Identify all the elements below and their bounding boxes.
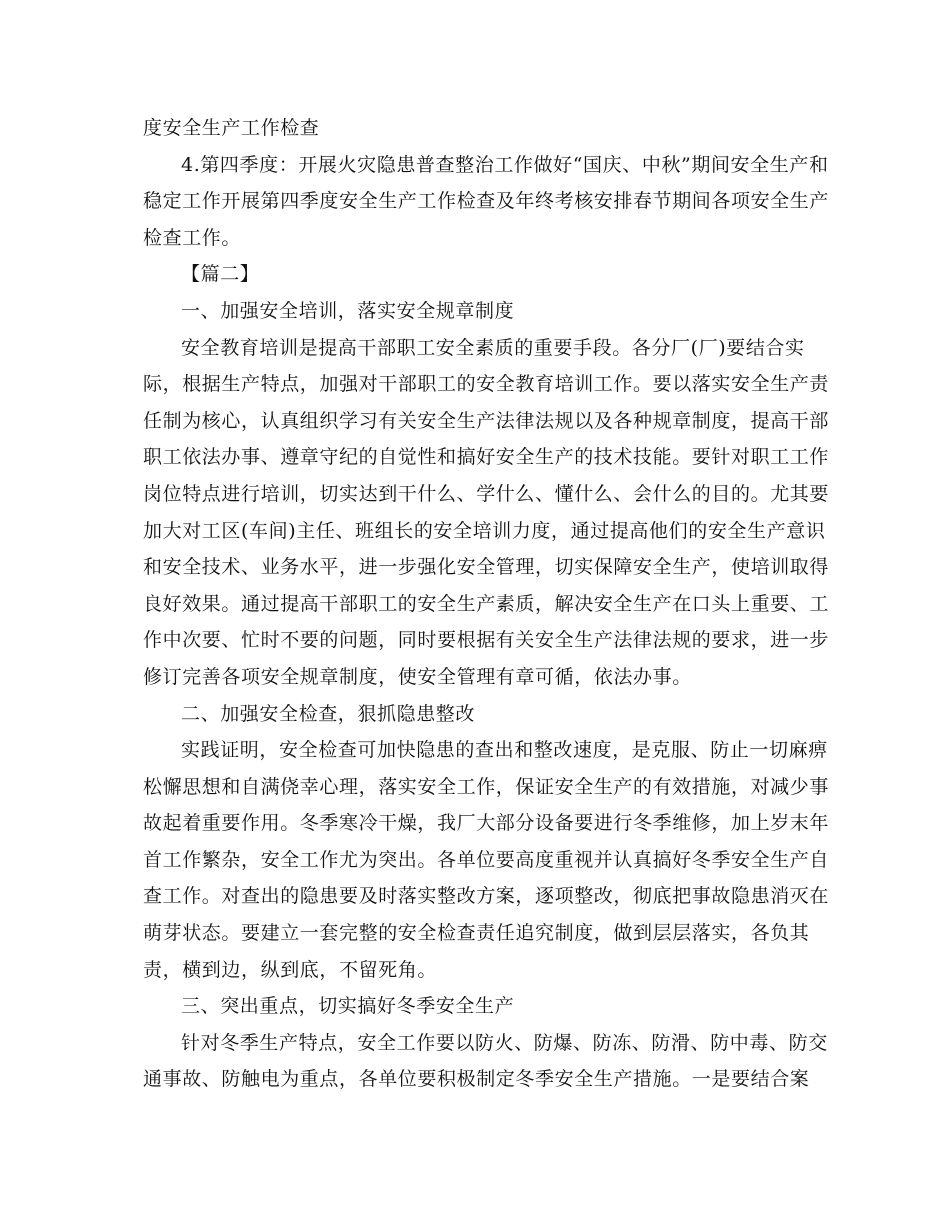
text-line: 查工作。对查出的隐患要及时落实整改方案，逐项整改，彻底把事故隐患消灭在 xyxy=(143,885,830,908)
text-line: 职工依法办事、遵章守纪的自觉性和搞好安全生产的技术技能。要针对职工工作 xyxy=(143,446,830,469)
text-line: 一、加强安全培训，落实安全规章制度 xyxy=(181,299,515,322)
text-line: 任制为核心，认真组织学习有关安全生产法律法规以及各种规章制度，提高干部 xyxy=(143,409,830,432)
text-line: 实践证明，安全检查可加快隐患的查出和整改速度，是克服、防止一切麻痹 xyxy=(181,739,828,762)
text-line: 三、突出重点，切实搞好冬季安全生产 xyxy=(181,995,515,1018)
text-line: 【篇二】 xyxy=(181,263,260,286)
text-line: 萌芽状态。要建立一套完整的安全检查责任追究制度，做到层层落实，各负其 xyxy=(143,922,810,945)
text-line: 稳定工作开展第四季度安全生产工作检查及年终考核安排春节期间各项安全生产 xyxy=(143,190,830,213)
text-line: 故起着重要作用。冬季寒冷干燥，我厂大部分设备要进行冬季维修，加上岁末年 xyxy=(143,812,830,835)
text-line: 4.第四季度：开展火灾隐患普查整治工作做好“国庆、中秋”期间安全生产和 xyxy=(181,153,829,176)
text-line: 岗位特点进行培训，切实达到干什么、学什么、懂什么、会什么的目的。尤其要 xyxy=(143,482,830,505)
text-line: 际，根据生产特点，加强对干部职工的安全教育培训工作。要以落实安全生产责 xyxy=(143,373,830,396)
document-body xyxy=(143,110,830,1098)
text-line: 修订完善各项安全规章制度，使安全管理有章可循，依法办事。 xyxy=(143,665,692,688)
text-line: 首工作繁杂，安全工作尤为突出。各单位要高度重视并认真搞好冬季安全生产自 xyxy=(143,848,830,871)
text-line: 作中次要、忙时不要的问题，同时要根据有关安全生产法律法规的要求，进一步 xyxy=(143,629,830,652)
text-line: 通事故、防触电为重点，各单位要积极制定冬季安全生产措施。一是要结合案 xyxy=(143,1068,810,1091)
text-line: 加大对工区(车间)主任、班组长的安全培训力度，通过提高他们的安全生产意识 xyxy=(143,519,826,542)
text-line: 和安全技术、业务水平，进一步强化安全管理，切实保障安全生产，使培训取得 xyxy=(143,556,830,579)
text-line: 针对冬季生产特点，安全工作要以防火、防爆、防冻、防滑、防中毒、防交 xyxy=(181,1031,828,1054)
text-line: 良好效果。通过提高干部职工的安全生产素质，解决安全生产在口头上重要、工 xyxy=(143,592,830,615)
text-line: 二、加强安全检查，狠抓隐患整改 xyxy=(181,702,476,725)
text-line: 责，横到边，纵到底，不留死角。 xyxy=(143,958,438,981)
text-line: 安全教育培训是提高干部职工安全素质的重要手段。各分厂(厂)要结合实 xyxy=(181,336,805,359)
text-line: 松懈思想和自满侥幸心理，落实安全工作，保证安全生产的有效措施，对减少事 xyxy=(143,775,830,798)
text-line: 度安全生产工作检查 xyxy=(143,117,320,139)
text-line: 检查工作。 xyxy=(143,226,242,249)
